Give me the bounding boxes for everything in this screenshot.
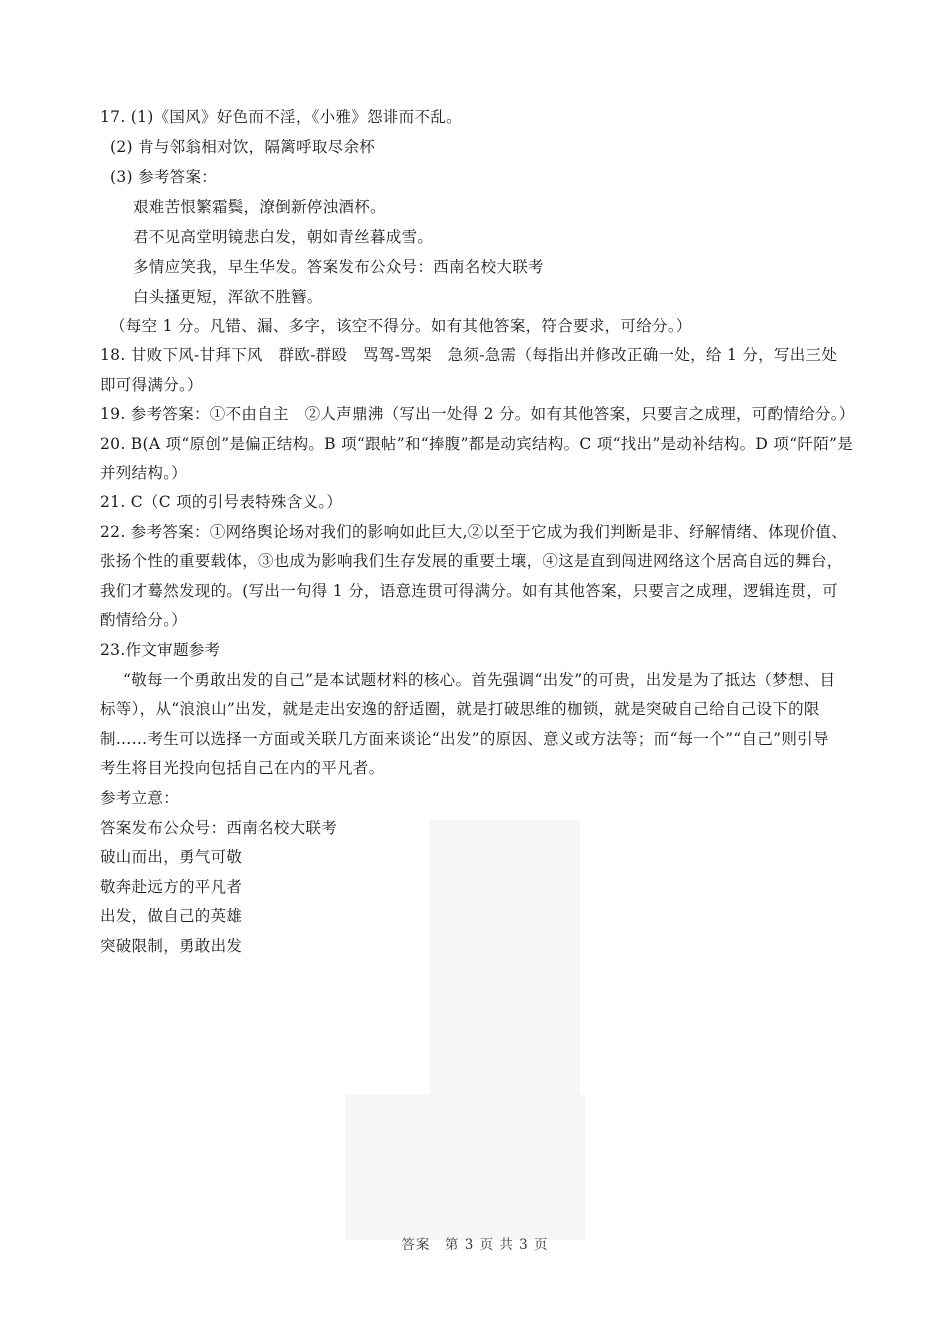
answer-23-heading: 23.作文审题参考: [100, 641, 221, 659]
answer-18-cont: 即可得满分。）: [100, 376, 203, 394]
answer-20: 20. B(A 项“原创”是偏正结构。B 项“跟帖”和“捧腹”都是动宾结构。C 项“找出”是动补结构。D 项“阡陌”是: [100, 435, 854, 453]
answer-17-3-heading: (3) 参考答案：: [110, 168, 218, 186]
poem-line: 艰难苦恨繁霜鬓，潦倒新停浊酒杯。: [133, 198, 386, 216]
poem-line: 白头搔更短，浑欲不胜簪。: [133, 288, 323, 306]
theme-item: 突破限制，勇敢出发: [100, 937, 243, 955]
scoring-note: （每空 1 分。凡错、漏、多字，该空不得分。如有其他答案，符合要求，可给分。）: [110, 317, 692, 335]
answer-22-cont: 我们才蓦然发现的。(写出一句得 1 分，语意连贯可得满分。如有其他答案，只要言之成理，逻辑连贯，可: [100, 582, 838, 600]
answer-17-2: (2) 肯与邻翁相对饮，隔篱呼取尽余杯: [110, 138, 376, 156]
answer-22-cont: 酌情给分。）: [100, 611, 188, 629]
scan-shadow: [345, 1095, 585, 1240]
essay-guidance-cont: 考生将目光投向包括自己在内的平凡者。: [100, 759, 385, 777]
answer-22-cont: 张扬个性的重要载体，③也成为影响我们生存发展的重要土壤，④这是直到闯进网络这个居高自远的舞台，: [100, 552, 843, 570]
poem-line: 君不见高堂明镜悲白发，朝如青丝暮成雪。: [133, 228, 434, 246]
answer-21: 21. C（C 项的引号表特殊含义。）: [100, 493, 343, 511]
essay-guidance: “敬每一个勇敢出发的自己”是本试题材料的核心。首先强调“出发”的可贵，出发是为了抵达（梦想、目: [123, 671, 836, 689]
essay-guidance-cont: 制……考生可以选择一方面或关联几方面来谈论“出发”的原因、意义或方法等；而“每一个”“自己”则引导: [100, 730, 829, 748]
theme-item: 出发，做自己的英雄: [100, 907, 243, 925]
page-footer: 答案 第 3 页 共 3 页: [401, 1237, 549, 1253]
answer-20-cont: 并列结构。）: [100, 464, 188, 482]
essay-guidance-cont: 标等），从“浪浪山”出发，就是走出安逸的舒适圈，就是打破思维的枷锁，就是突破自己给自己设下的限: [100, 700, 820, 718]
poem-line: 多情应笑我，早生华发。答案发布公众号：西南名校大联考: [133, 258, 544, 276]
theme-item: 破山而出，勇气可敬: [100, 848, 243, 866]
answer-18: 18. 甘败下风-甘拜下风 群欧-群殴 骂驾-骂架 急须-急需（每指出并修改正确一处，给 1 分，写出三处: [100, 346, 838, 364]
answer-22: 22. 参考答案：①网络舆论场对我们的影响如此巨大,②以至于它成为我们判断是非、纾解情绪、体现价值、: [100, 523, 848, 541]
answer-17-1: 17. (1)《国风》好色而不淫，《小雅》怨诽而不乱。: [100, 108, 462, 126]
reference-themes-heading: 参考立意：: [100, 789, 180, 807]
theme-item: 敬奔赴远方的平凡者: [100, 878, 243, 896]
publisher-note: 答案发布公众号：西南名校大联考: [100, 819, 338, 837]
answer-19: 19. 参考答案：①不由自主 ②人声鼎沸（写出一处得 2 分。如有其他答案，只要言之成理，可酌情给分。）: [100, 405, 855, 423]
